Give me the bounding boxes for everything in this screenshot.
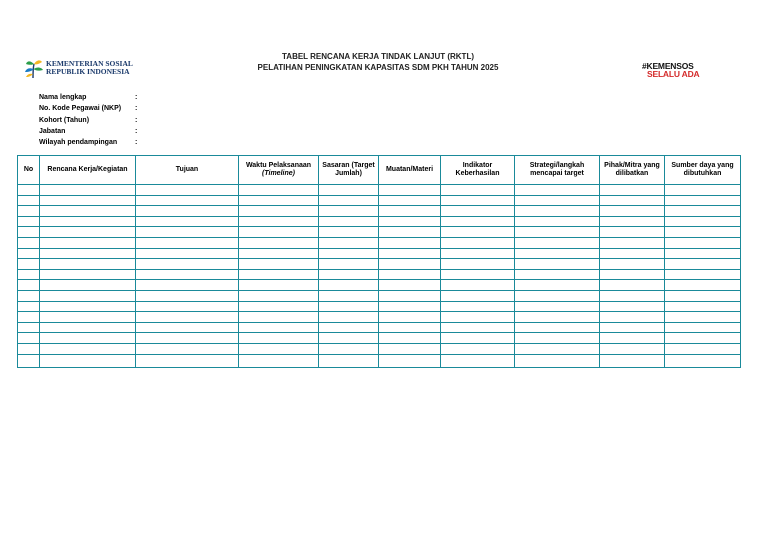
table-cell[interactable] bbox=[319, 206, 379, 217]
table-cell[interactable] bbox=[379, 248, 441, 259]
col-header-no: No bbox=[18, 156, 40, 185]
table-cell[interactable] bbox=[18, 227, 40, 238]
table-cell[interactable] bbox=[441, 280, 515, 291]
table-cell[interactable] bbox=[136, 237, 239, 248]
table-cell[interactable] bbox=[136, 333, 239, 344]
ministry-line2: REPUBLIK INDONESIA bbox=[46, 67, 130, 76]
table-cell[interactable] bbox=[441, 290, 515, 301]
table-cell[interactable] bbox=[319, 312, 379, 323]
table-cell[interactable] bbox=[40, 237, 136, 248]
field-separator: : bbox=[135, 127, 138, 135]
table-cell[interactable] bbox=[319, 322, 379, 333]
table-cell[interactable] bbox=[379, 280, 441, 291]
table-row bbox=[18, 343, 741, 354]
table-cell[interactable] bbox=[515, 322, 600, 333]
table-cell[interactable] bbox=[136, 312, 239, 323]
table-cell[interactable] bbox=[40, 195, 136, 206]
table-cell[interactable] bbox=[379, 185, 441, 196]
table-cell[interactable] bbox=[18, 290, 40, 301]
table-cell[interactable] bbox=[18, 216, 40, 227]
title-line2: PELATIHAN PENINGKATAN KAPASITAS SDM PKH TAHUN 2025 bbox=[257, 63, 499, 72]
field-label: Kohort (Tahun) bbox=[39, 116, 90, 124]
table-cell[interactable] bbox=[379, 216, 441, 227]
table-cell[interactable] bbox=[441, 343, 515, 354]
table-cell[interactable] bbox=[18, 354, 40, 367]
table-cell[interactable] bbox=[515, 343, 600, 354]
table-cell[interactable] bbox=[239, 237, 319, 248]
table-cell[interactable] bbox=[319, 354, 379, 367]
table-cell[interactable] bbox=[441, 248, 515, 259]
table-cell[interactable] bbox=[40, 227, 136, 238]
table-cell[interactable] bbox=[600, 216, 665, 227]
table-cell[interactable] bbox=[239, 301, 319, 312]
table-row bbox=[18, 237, 741, 248]
table-row bbox=[18, 216, 741, 227]
col-header-sumber: Sumber daya yang dibutuhkan bbox=[665, 156, 741, 185]
rktl-table bbox=[17, 155, 741, 368]
table-cell[interactable] bbox=[136, 248, 239, 259]
waktu-timeline-label: (Timeline) bbox=[262, 170, 295, 177]
table-cell[interactable] bbox=[319, 269, 379, 280]
table-row bbox=[18, 312, 741, 323]
table-cell[interactable] bbox=[515, 227, 600, 238]
col-header-waktu bbox=[239, 156, 319, 185]
table-cell[interactable] bbox=[600, 248, 665, 259]
table-row bbox=[18, 354, 741, 367]
table-cell[interactable] bbox=[136, 206, 239, 217]
table-cell[interactable] bbox=[319, 259, 379, 270]
field-separator: : bbox=[135, 139, 138, 147]
table-row bbox=[18, 301, 741, 312]
table-cell[interactable] bbox=[600, 227, 665, 238]
table-cell[interactable] bbox=[665, 333, 741, 344]
table-cell[interactable] bbox=[40, 312, 136, 323]
table-cell[interactable] bbox=[441, 312, 515, 323]
col-header-strategi: Strategi/langkah mencapai target bbox=[515, 156, 600, 185]
table-cell[interactable] bbox=[319, 185, 379, 196]
document-title bbox=[230, 51, 526, 73]
table-cell[interactable] bbox=[239, 280, 319, 291]
table-cell[interactable] bbox=[515, 248, 600, 259]
table-cell[interactable] bbox=[18, 322, 40, 333]
table-cell[interactable] bbox=[515, 301, 600, 312]
table-cell[interactable] bbox=[441, 206, 515, 217]
table-cell[interactable] bbox=[600, 185, 665, 196]
field-jabatan bbox=[39, 126, 149, 137]
table-cell[interactable] bbox=[319, 216, 379, 227]
table-row bbox=[18, 195, 741, 206]
table-cell[interactable] bbox=[441, 237, 515, 248]
table-cell[interactable] bbox=[600, 322, 665, 333]
table-cell[interactable] bbox=[665, 216, 741, 227]
table-cell[interactable] bbox=[441, 269, 515, 280]
table-cell[interactable] bbox=[18, 301, 40, 312]
table-cell[interactable] bbox=[239, 343, 319, 354]
table-cell[interactable] bbox=[319, 301, 379, 312]
table-cell[interactable] bbox=[379, 333, 441, 344]
table-cell[interactable] bbox=[515, 216, 600, 227]
ministry-line1: KEMENTERIAN SOSIAL bbox=[46, 59, 133, 68]
table-cell[interactable] bbox=[40, 354, 136, 367]
col-header-pihak: Pihak/Mitra yang dilibatkan bbox=[600, 156, 665, 185]
table-cell[interactable] bbox=[379, 354, 441, 367]
table-cell[interactable] bbox=[40, 322, 136, 333]
table-cell[interactable] bbox=[136, 195, 239, 206]
table-row bbox=[18, 333, 741, 344]
table-cell[interactable] bbox=[239, 333, 319, 344]
table-cell[interactable] bbox=[441, 259, 515, 270]
table-cell[interactable] bbox=[136, 185, 239, 196]
table-row bbox=[18, 269, 741, 280]
table-row bbox=[18, 185, 741, 196]
table-cell[interactable] bbox=[515, 280, 600, 291]
table-cell[interactable] bbox=[18, 259, 40, 270]
table-cell[interactable] bbox=[379, 269, 441, 280]
table-cell[interactable] bbox=[40, 301, 136, 312]
table-cell[interactable] bbox=[515, 354, 600, 367]
kemensos-selalu-ada-logo bbox=[642, 62, 704, 78]
table-cell[interactable] bbox=[441, 333, 515, 344]
table-cell[interactable] bbox=[319, 280, 379, 291]
table-cell[interactable] bbox=[665, 195, 741, 206]
table-cell[interactable] bbox=[665, 248, 741, 259]
table-cell[interactable] bbox=[665, 269, 741, 280]
table-row bbox=[18, 280, 741, 291]
field-nkp bbox=[39, 103, 149, 114]
waktu-main-label: Waktu Pelaksanaan bbox=[245, 161, 312, 169]
table-cell[interactable] bbox=[136, 280, 239, 291]
table-cell[interactable] bbox=[40, 280, 136, 291]
table-cell[interactable] bbox=[379, 312, 441, 323]
table-cell[interactable] bbox=[515, 312, 600, 323]
table-cell[interactable] bbox=[40, 333, 136, 344]
table-cell[interactable] bbox=[18, 280, 40, 291]
table-cell[interactable] bbox=[18, 248, 40, 259]
table-cell[interactable] bbox=[379, 343, 441, 354]
identity-fields bbox=[39, 92, 149, 148]
table-cell[interactable] bbox=[319, 195, 379, 206]
table-body bbox=[18, 185, 741, 368]
table-cell[interactable] bbox=[239, 216, 319, 227]
table-cell[interactable] bbox=[600, 269, 665, 280]
ministry-name bbox=[46, 60, 133, 76]
table-cell[interactable] bbox=[379, 290, 441, 301]
table-cell[interactable] bbox=[18, 185, 40, 196]
table-cell[interactable] bbox=[665, 312, 741, 323]
table-cell[interactable] bbox=[136, 301, 239, 312]
table-row bbox=[18, 227, 741, 238]
table-cell[interactable] bbox=[665, 206, 741, 217]
table-cell[interactable] bbox=[136, 227, 239, 238]
table-cell[interactable] bbox=[136, 259, 239, 270]
table-cell[interactable] bbox=[665, 185, 741, 196]
table-cell[interactable] bbox=[665, 280, 741, 291]
kemensos-sprout-icon bbox=[24, 58, 44, 80]
title-line1: TABEL RENCANA KERJA TINDAK LANJUT (RKTL) bbox=[282, 52, 474, 61]
table-cell[interactable] bbox=[40, 248, 136, 259]
table-row bbox=[18, 259, 741, 270]
table-cell[interactable] bbox=[665, 237, 741, 248]
table-cell[interactable] bbox=[319, 237, 379, 248]
table-cell[interactable] bbox=[239, 206, 319, 217]
table-cell[interactable] bbox=[441, 322, 515, 333]
table-cell[interactable] bbox=[40, 269, 136, 280]
table-cell[interactable] bbox=[239, 312, 319, 323]
table-cell[interactable] bbox=[319, 227, 379, 238]
table-cell[interactable] bbox=[136, 290, 239, 301]
col-header-rencana: Rencana Kerja/Kegiatan bbox=[40, 156, 136, 185]
table-cell[interactable] bbox=[600, 333, 665, 344]
table-cell[interactable] bbox=[515, 259, 600, 270]
table-cell[interactable] bbox=[379, 237, 441, 248]
table-cell[interactable] bbox=[319, 290, 379, 301]
table-cell[interactable] bbox=[600, 312, 665, 323]
table-cell[interactable] bbox=[239, 227, 319, 238]
table-cell[interactable] bbox=[319, 343, 379, 354]
table-cell[interactable] bbox=[379, 259, 441, 270]
table-cell[interactable] bbox=[515, 290, 600, 301]
table-cell[interactable] bbox=[239, 259, 319, 270]
table-cell[interactable] bbox=[441, 216, 515, 227]
table-cell[interactable] bbox=[600, 354, 665, 367]
table-cell[interactable] bbox=[515, 333, 600, 344]
table-cell[interactable] bbox=[18, 237, 40, 248]
table-cell[interactable] bbox=[441, 301, 515, 312]
field-separator: : bbox=[135, 94, 138, 101]
field-nama bbox=[39, 92, 149, 103]
table-cell[interactable] bbox=[665, 343, 741, 354]
table-cell[interactable] bbox=[18, 333, 40, 344]
field-label: Wilayah pendampingan bbox=[39, 139, 118, 147]
table-cell[interactable] bbox=[600, 206, 665, 217]
table-row bbox=[18, 290, 741, 301]
table-cell[interactable] bbox=[40, 343, 136, 354]
table-cell[interactable] bbox=[441, 185, 515, 196]
table-cell[interactable] bbox=[136, 216, 239, 227]
table-cell[interactable] bbox=[665, 301, 741, 312]
kemensos-logo bbox=[24, 58, 144, 80]
table-cell[interactable] bbox=[40, 206, 136, 217]
table-cell[interactable] bbox=[18, 343, 40, 354]
table-cell[interactable] bbox=[515, 185, 600, 196]
table-cell[interactable] bbox=[515, 195, 600, 206]
table-header-row bbox=[18, 156, 741, 185]
field-separator: : bbox=[135, 105, 138, 113]
table-cell[interactable] bbox=[319, 248, 379, 259]
table-cell[interactable] bbox=[239, 322, 319, 333]
table-cell[interactable] bbox=[239, 248, 319, 259]
table-cell[interactable] bbox=[379, 322, 441, 333]
table-cell[interactable] bbox=[40, 185, 136, 196]
table-cell[interactable] bbox=[136, 269, 239, 280]
table-cell[interactable] bbox=[18, 269, 40, 280]
table-cell[interactable] bbox=[18, 195, 40, 206]
table-cell[interactable] bbox=[136, 354, 239, 367]
table-row bbox=[18, 206, 741, 217]
table-cell[interactable] bbox=[239, 354, 319, 367]
table-cell[interactable] bbox=[600, 301, 665, 312]
table-cell[interactable] bbox=[600, 237, 665, 248]
table-row bbox=[18, 248, 741, 259]
table-cell[interactable] bbox=[239, 185, 319, 196]
field-label: Nama lengkap bbox=[39, 94, 87, 101]
col-header-sasaran: Sasaran (Target Jumlah) bbox=[319, 156, 379, 185]
table-cell[interactable] bbox=[665, 354, 741, 367]
table-cell[interactable] bbox=[40, 290, 136, 301]
table-cell[interactable] bbox=[515, 206, 600, 217]
table-cell[interactable] bbox=[665, 227, 741, 238]
table-cell[interactable] bbox=[40, 216, 136, 227]
table-cell[interactable] bbox=[18, 312, 40, 323]
table-cell[interactable] bbox=[136, 322, 239, 333]
field-wilayah bbox=[39, 137, 149, 148]
field-kohort bbox=[39, 115, 149, 126]
table-cell[interactable] bbox=[239, 290, 319, 301]
table-cell[interactable] bbox=[239, 195, 319, 206]
table-cell[interactable] bbox=[319, 333, 379, 344]
table-cell[interactable] bbox=[136, 343, 239, 354]
field-label: Jabatan bbox=[39, 127, 66, 135]
table-cell[interactable] bbox=[600, 280, 665, 291]
table-cell[interactable] bbox=[600, 195, 665, 206]
col-header-indikator: Indikator Keberhasilan bbox=[441, 156, 515, 185]
table-cell[interactable] bbox=[18, 206, 40, 217]
table-cell[interactable] bbox=[239, 269, 319, 280]
table-cell[interactable] bbox=[40, 259, 136, 270]
slogan-text: SELALU ADA bbox=[647, 69, 700, 79]
table-cell[interactable] bbox=[379, 206, 441, 217]
field-label: No. Kode Pegawai (NKP) bbox=[39, 105, 122, 113]
table-cell[interactable] bbox=[379, 301, 441, 312]
col-header-muatan: Muatan/Materi bbox=[379, 156, 441, 185]
table-cell[interactable] bbox=[600, 290, 665, 301]
table-cell[interactable] bbox=[441, 227, 515, 238]
table-row bbox=[18, 322, 741, 333]
table-cell[interactable] bbox=[665, 259, 741, 270]
table-cell[interactable] bbox=[379, 195, 441, 206]
table-cell[interactable] bbox=[665, 290, 741, 301]
field-separator: : bbox=[135, 116, 138, 124]
table-cell[interactable] bbox=[379, 227, 441, 238]
table-cell[interactable] bbox=[515, 269, 600, 280]
col-header-tujuan: Tujuan bbox=[136, 156, 239, 185]
table-cell[interactable] bbox=[515, 237, 600, 248]
table-cell[interactable] bbox=[441, 195, 515, 206]
table-cell[interactable] bbox=[600, 343, 665, 354]
table-cell[interactable] bbox=[665, 322, 741, 333]
hashtag-text: #KEMENSOS bbox=[642, 61, 694, 71]
table-cell[interactable] bbox=[441, 354, 515, 367]
table-cell[interactable] bbox=[600, 259, 665, 270]
